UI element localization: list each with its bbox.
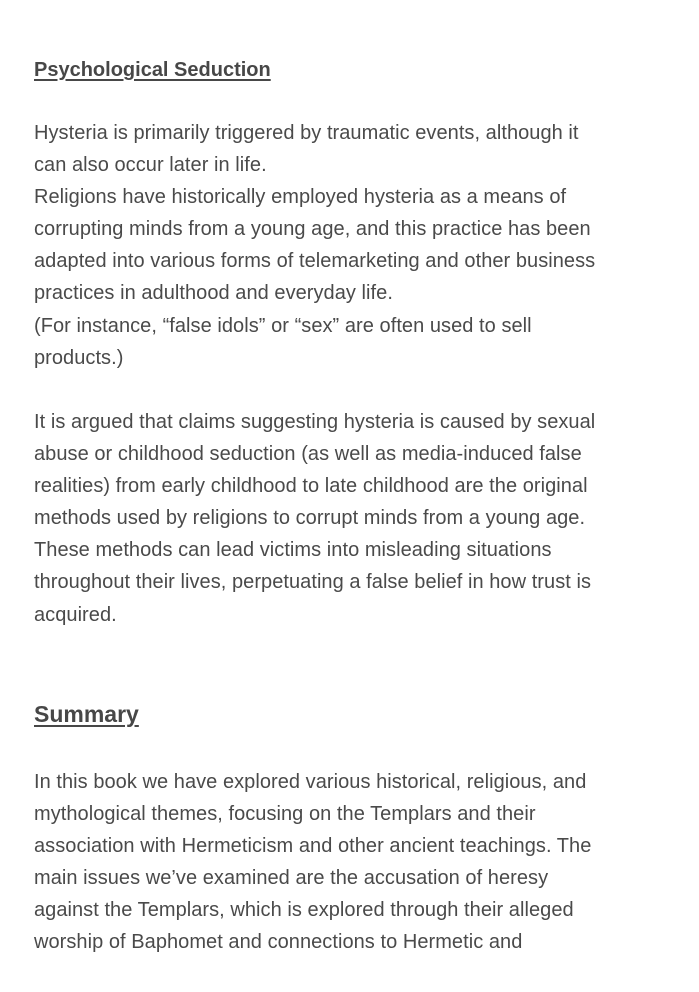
text-line: main issues we’ve examined are the accusation of heresy [34,867,549,890]
text-line: corrupting minds from a young age, and this practice has been [34,218,591,241]
text-line: association with Hermeticism and other ancient teachings. The [34,835,592,858]
text-line: It is argued that claims suggesting hysteria is caused by sexual [34,411,596,433]
paragraph-summary [34,766,670,959]
text-line: These methods can lead victims into misleading situations [34,539,552,562]
text-line: can also occur later in life. [34,154,267,177]
text-line: (For instance, “false idols” or “sex” are often used to sell [34,314,532,337]
section-heading-summary: Summary [34,701,139,727]
paragraph-hysteria-intro [34,117,670,374]
text-line: acquired. [34,603,117,626]
text-line: In this book we have explored various historical, religious, and [34,771,587,793]
text-line: Religions have historically employed hysteria as a means of [34,186,567,209]
text-line: worship of Baphomet and connections to Hermetic and [34,931,523,954]
text-line: adapted into various forms of telemarketing and other business [34,250,596,273]
section-heading-psychological-seduction: Psychological Seduction [34,59,271,81]
text-line: methods used by religions to corrupt minds from a young age. [34,507,586,530]
text-line: Hysteria is primarily triggered by traumatic events, although it [34,122,579,144]
text-line: practices in adulthood and everyday life. [34,282,393,305]
text-line: mythological themes, focusing on the Templars and their [34,803,536,826]
text-line: throughout their lives, perpetuating a false belief in how trust is [34,571,592,594]
text-line: realities) from early childhood to late childhood are the original [34,475,588,498]
text-line: against the Templars, which is explored through their alleged [34,899,574,922]
text-line: abuse or childhood seduction (as well as media-induced false [34,443,582,466]
text-line: products.) [34,346,124,369]
paragraph-hysteria-argument [34,406,670,631]
